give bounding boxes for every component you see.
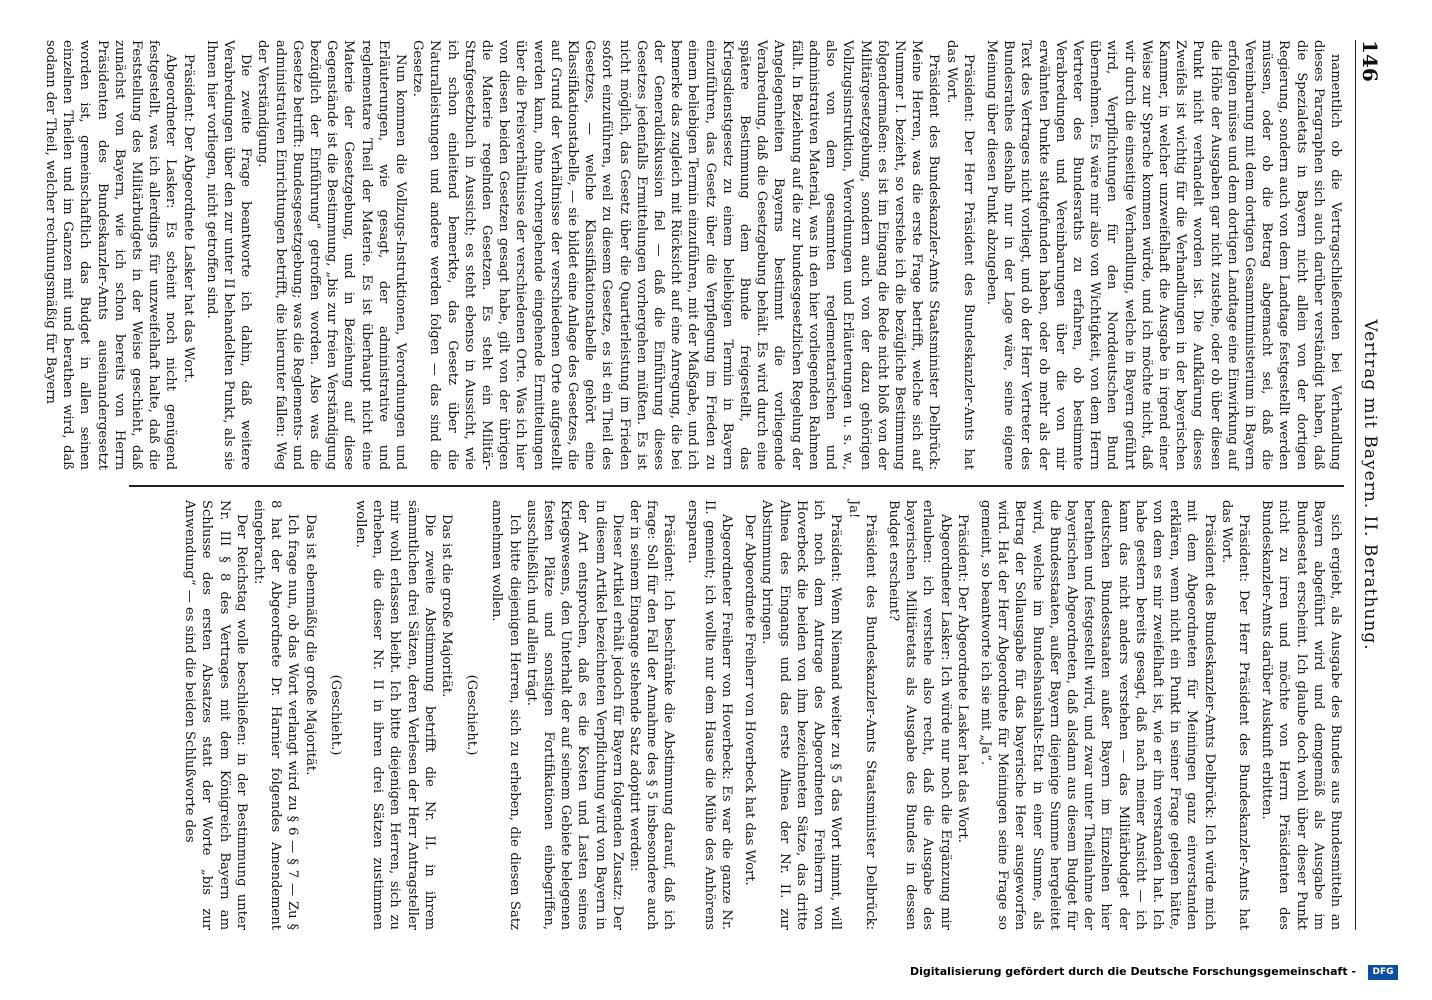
paragraph: Die zweite Frage beantworte ich dahin, daß weitere Verabredungen über den zur unter II behandelten Punkt, als sie Ihnen hier vorliegen, nicht getroffen sind. — [203, 40, 254, 470]
paragraph: Präsident des Bundeskanzler-Amts Delbrück: Ich würde mich mit dem Abgeordneten für Meiningen ganz einverstanden erklären, wenn nicht ein Punkt in seiner Frage gelegen hätte, von dem es mir zweifelhaft ist, wie er ihn verstanden hat. Ich habe gestern bereits gesagt, daß nach meiner Ansicht — ich kann das nicht anders verstehen — das Militärbudget der deutschen Bundesstaaten außer Bayern im Einzelnen hier berathen und festgestellt wird, und zwar unter Theilnahme der bayerischen Abgeordneten, daß alsdann aus diesem Budget für die Bundesstaaten, außer Bayern diejenige Summe hergeleitet wird, welche im Bundeshaushalts-Etat in einer Summe, als Betrag der Sollausgabe für das bayerische Heer ausgeworfen wird. Hat der Herr Abgeordnete für Meiningen seine Frage so gemeint, so beantworte ich sie mit „Ja“. — [977, 500, 1217, 930]
column-divider — [129, 485, 1344, 487]
text-column-right — [124, 500, 1344, 930]
dfg-logo: DFG — [1368, 965, 1398, 980]
page-number: 146 — [1358, 40, 1382, 82]
running-title: Vertrag mit Bayern. II. Berathung. — [1360, 319, 1380, 651]
paragraph: Der Abgeordnete Freiherr von Hoverbeck hat das Wort. — [742, 514, 758, 886]
paragraph: (Geschieht.) — [464, 674, 480, 756]
text-column-left — [42, 40, 1344, 470]
page-header — [1355, 40, 1382, 930]
paragraph: Abgeordneter Lasker: Ich würde nur noch die Ergänzung mir erlauben: ich verstehe also recht, daß die Ausgabe des bayerischen Militäretats als Ausgabe des Bundes in dessen Budget erscheint? — [885, 500, 953, 930]
paragraph: sich ergiebt, als Ausgabe des Bundes aus Bundesmitteln an Bayern abgeführt wird und demgemäß als Ausgabe im Bundesetat erscheint. Ich glaube doch wohl über dieser Punkt nicht zu irren und möchte von Herrn Präsidenten des Bundeskanzler-Amts darüber Auskunft erbitten. — [1259, 500, 1343, 930]
paragraph: Dieser Artikel erhält jedoch für Bayern folgenden Zusatz: Der in diesem Artikel bezeichneten Verpflichtung wird von Bayern in der Art entsprochen, daß es die Kosten und Lasten seines Kriegswesens, den Unterhalt der auf seinem Gebiete belegenen festen Plätze und sonstigen Fortifikationen einbegriffen, ausschließlich und allein trägt. — [523, 500, 625, 930]
paragraph: Ich frage nun, ob das Wort verlangt wird zu § 6 — § 7 — Zu § 8 hat der Abgeordnete Dr. Harnier folgendes Amendement eingebracht: — [251, 500, 301, 930]
paragraph: Präsident: Der Herr Präsident des Bundeskanzler-Amts hat das Wort. — [943, 40, 976, 470]
paragraph: namentlich ob die Vertragschließenden bei Verhandlung dieses Paragraphen sich auch darüber verständigt haben, daß die Spezialetats in Bayern nicht allein von der dortigen Regierung, sondern auch von dem Landtage festgestellt werden müssen, oder ob die Betrag abgemacht sei, daß die Vereinbarung mit dem dortigen Gesammtministerium in Bayern erfolgen müsse und dem dortigen Landtage eine Einwirkung auf die Höhe der Ausgaben gar nicht zustehe, oder ob über diesen Punkt nicht verhandelt worden ist. Die Aufklärung dieses Zweifels ist wichtig für die Verhandlungen in der bayerischen Kammer, in welcher unzweifelhaft die Ausgabe in irgend einer Weise zur Sprache kommen würde, und ich möchte nicht, daß wir durch die einseitige Verhandlung, welche in Bayern geführt wird, Verpflichtungen für den Norddeutschen Bund übernehmen. Es wäre mir also von Wichtigkeit, von dem Herrn Vertreter des Bundesraths zu erfahren, ob bestimmte Verabredungen und Vereinbarungen über die von mir erwähnten Punkte stattgefunden haben, oder ob mehr als der Text des Vertrages nicht vorliegt, und ob der Herr Vertreter des Bundesrathes deshalb nur in der Lage wäre, seine eigene Meinung über diesen Punkt abzugeben. — [983, 40, 1343, 470]
paragraph: Der Reichstag wolle beschließen: in der Bestimmung unter Nr. III § 8 des Vertrages mit dem Königreich Bayern am Schlusse des ersten Absatzes statt der Worte „bis zur Anwendung“ — es sind die beiden Schlußworte des — [182, 500, 249, 930]
paragraph: Präsident des Bundeskanzler-Amts Staatsminister Delbrück: Ja! — [845, 500, 878, 930]
paragraph: Das ist die große Majorität. — [439, 514, 455, 698]
paragraph: Abgeordneter Lasker: Es scheint noch nicht genügend festgestellt, was ich allerdings für unzweifelhaft halte, daß die Feststellung des Militärbudgets in der Weise geschieht, daß zunächst von Bayern, wie ich schon bereits von Herrn Präsidenten des Bundeskanzler-Amts auseinandergesetzt worden ist, gemeinschaftlich das Budget in allen seinen einzelnen Theilen und im Ganzen mit und berathen wird, daß sodann der Theil, welcher rechnungsmäßig für Bayern — [42, 40, 179, 470]
paragraph: Präsident: Wenn Niemand weiter zu § 5 das Wort nimmt, will ich noch dem Antrage des Abgeordneten Freiherrn von Hoverbeck die beiden von ihm bezeichneten Sätze, das dritte Alinea des Eingangs und das erste Alinea der Nr. II. zur Abstimmung bringen. — [759, 500, 844, 930]
paragraph: Nun kommen die Vollzugs-Instruktionen, Verordnungen und Erläuterungen, wie gesagt, der administrative und reglementare Theil der Materie. Es ist überhaupt nicht eine Materie der Gesetzgebung, und in Beziehung auf diese Gegenstände ist die Bestimmung, „bis zur freien Verständigung bezüglich der Einführung“ getroffen worden. Also was die Gesetze betrifft: Bundesgesetzgebung; was die Reglements- und administrativen Einrichtungen betrifft, die hierunter fallen: Weg der Verständigung. — [255, 40, 409, 470]
paragraph: Das ist ebenmäßig die große Majorität. — [302, 514, 318, 776]
paragraph: Die zweite Abstimmung betrifft die Nr. II. in ihrem sämmtlichen drei Sätzen, deren Verlesen der Herr Antragsteller mir wohl erlassen bleibt. Ich bitte diejenigen Herren, sich zu erheben, die dieser Nr. II in ihren drei Sätzen zustimmen wollen. — [353, 500, 437, 930]
paragraph: Präsident des Bundeskanzler-Amts Staatsminister Delbrück: Meine Herren, was die erste Frage betrifft, welche sich auf Nummer I. bezieht, so verstehe ich die bezügliche Bestimmung folgendermaßen: es ist im Eingang die Rede nicht bloß von der Militärgesetzgebung, sondern auch von der dazu gehörigen Vollzugsinstruktion, Verordnungen und Erläuterungen u. s. w., also von dem gesammten reglementarischen und administrativen Material, was in den hier vorliegenden Rahmen fällt. In Beziehung auf die zur bundesgesetzlichen Regelung der Angelegenheiten Bayerns bestimmt die vorliegende Verabredung, daß die Gesetzgebung behält. Es wird durch eine spätere Bestimmung dem Bunde freigestellt, das Kriegsdienstgesetz zu einem beliebigen Termin in Bayern einzuführen, das Gesetz über die Verpflegung im Frieden zu einem beliebigen Termin einzuführen, mit der Maßgabe, und ich bemerke das zugleich mit Rücksicht auf eine Anregung, die bei der Generaldiskussion fiel — daß die Einführung dieses Gesetzes jedenfalls Ermittelungen vorhergehen müßten. Es ist nicht möglich, das Gesetz über die Quartierleistung im Frieden sofort einzuführen, weil zu diesem Gesetze, es ist ein Theil des Gesetzes, — welche Klassifikationstabelle gehört eine Klassifikationstabelle, — sie bildet eine Anlage des Gesetzes, die auf Grund der Verhältnisse der verschiedenen Orte aufgestellt werden kann, ohne vorhergehende eingehende Ermittelungen über die Preisverhältnisse der verschiedenen Orte. Was ich hier von diesen beiden Gesetzen gesagt habe, gilt von der übrigen die Materie regelnden Gesetzen. Es steht ein Militär-Strafgesetzbuch in Aussicht; es steht ebenso in Aussicht, wie ich schon einleitend bemerkte, das Gesetz über die Naturalleistungen und andere werden folgen — das sind die Gesetze. — [410, 40, 942, 470]
paragraph: Präsident: Der Abgeordnete Lasker hat das Wort. — [954, 514, 970, 843]
dfg-credit: Digitalisierung gefördert durch die Deutsche Forschungsgemeinschaft - — [909, 965, 1356, 978]
paragraph: Präsident: Ich beschränke die Abstimmung darauf, daß ich frage: Soll für den Fall der Annahme des § 5 insbesondere auch der in seinem Eingange stehende Satz adoptirt werden: — [627, 500, 677, 930]
paragraph: (Geschieht.) — [327, 674, 343, 756]
paragraph: Ich bitte diejenigen Herren, sich zu erheben, die diesen Satz annehmen wollen. — [489, 500, 522, 930]
paragraph: Präsident: Der Abgeordnete Lasker hat das Wort. — [180, 54, 196, 383]
paragraph: Abgeordneter Freiherr von Hoverbeck: Es war die ganze Nr. II. gemeint; ich wollte nur dem Hause die Mühe des Anhörens ersparen. — [684, 500, 735, 930]
paragraph: Präsident: Der Herr Präsident des Bundeskanzler-Amts hat das Wort. — [1218, 500, 1251, 930]
